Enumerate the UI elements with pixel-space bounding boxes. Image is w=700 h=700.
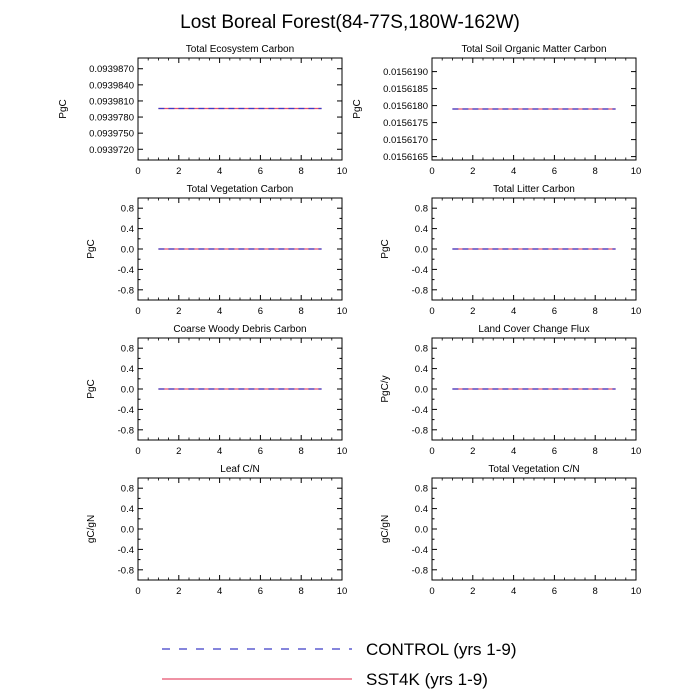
x-tick-label: 10 [336, 586, 348, 597]
y-tick-label: -0.8 [411, 565, 428, 577]
y-tick-label: -0.4 [411, 404, 428, 416]
x-tick-label: 8 [298, 446, 304, 457]
x-tick-label: 4 [510, 306, 517, 317]
x-tick-label: 4 [510, 446, 517, 457]
y-tick-label: -0.4 [411, 544, 428, 556]
x-tick-label: 4 [216, 306, 223, 317]
x-tick-label: 10 [630, 166, 642, 177]
y-tick-label: 0.0156180 [383, 101, 428, 113]
x-tick-label: 8 [592, 306, 598, 317]
x-tick-label: 10 [336, 166, 348, 177]
legend-label-sst4k: SST4K (yrs 1-9) [366, 670, 488, 689]
x-tick-label: 2 [176, 446, 182, 457]
y-tick-label: 0.4 [414, 364, 428, 376]
y-tick-label: 0.0 [414, 524, 428, 536]
x-tick-label: 10 [336, 446, 348, 457]
y-tick-label: 0.8 [414, 483, 428, 495]
y-tick-label: 0.8 [414, 343, 428, 355]
y-axis-label: gC/gN [380, 514, 391, 544]
x-tick-label: 10 [630, 586, 642, 597]
y-tick-label: 0.0 [120, 244, 134, 256]
x-tick-label: 6 [551, 166, 558, 177]
x-tick-label: 4 [216, 586, 223, 597]
y-axis-label: PgC [352, 99, 363, 119]
plot-frame [432, 478, 636, 580]
panel-title: Coarse Woody Debris Carbon [173, 324, 307, 335]
x-tick-label: 10 [630, 446, 642, 457]
y-tick-label: -0.8 [117, 285, 134, 297]
y-tick-label: 0.8 [120, 483, 134, 495]
x-tick-label: 8 [592, 446, 598, 457]
y-axis-label: PgC [86, 239, 97, 259]
x-tick-label: 0 [429, 306, 435, 317]
y-tick-label: 0.8 [120, 343, 134, 355]
y-tick-label: 0.4 [414, 224, 428, 236]
panel-4 [380, 184, 641, 317]
x-tick-label: 0 [135, 166, 141, 177]
y-tick-label: 0.0156185 [383, 84, 428, 96]
x-tick-label: 8 [298, 166, 304, 177]
y-tick-label: 0.0156175 [383, 118, 428, 130]
x-tick-label: 6 [257, 306, 264, 317]
y-tick-label: -0.4 [117, 264, 134, 276]
x-tick-label: 0 [429, 166, 435, 177]
y-axis-label: PgC [58, 99, 69, 119]
y-tick-label: 0.0 [120, 524, 134, 536]
panel-title: Total Litter Carbon [493, 184, 575, 195]
y-tick-label: 0.0156190 [383, 67, 428, 79]
x-tick-label: 6 [551, 586, 558, 597]
x-tick-label: 6 [257, 166, 264, 177]
panels [58, 44, 641, 597]
x-tick-label: 0 [135, 446, 141, 457]
x-tick-label: 8 [298, 586, 304, 597]
y-tick-label: 0.0 [414, 244, 428, 256]
y-tick-label: 0.0939840 [89, 80, 134, 92]
x-tick-label: 6 [551, 446, 558, 457]
x-tick-label: 6 [257, 446, 264, 457]
panel-1 [58, 44, 347, 177]
y-tick-label: -0.8 [117, 565, 134, 577]
panel-title: Leaf C/N [220, 464, 260, 475]
x-tick-label: 4 [510, 166, 517, 177]
y-tick-label: -0.4 [411, 264, 428, 276]
y-tick-label: 0.8 [120, 203, 134, 215]
x-tick-label: 0 [135, 586, 141, 597]
panel-title: Total Soil Organic Matter Carbon [461, 44, 607, 55]
x-tick-label: 0 [429, 586, 435, 597]
x-tick-label: 2 [470, 166, 476, 177]
panel-title: Land Cover Change Flux [478, 324, 590, 335]
y-tick-label: 0.4 [414, 504, 428, 516]
legend-label-control: CONTROL (yrs 1-9) [366, 640, 517, 659]
x-tick-label: 2 [176, 166, 182, 177]
y-tick-label: 0.0156170 [383, 135, 428, 147]
x-tick-label: 4 [510, 586, 517, 597]
x-tick-label: 10 [336, 306, 348, 317]
x-tick-label: 6 [257, 586, 264, 597]
legend [162, 640, 517, 689]
y-tick-label: -0.4 [117, 404, 134, 416]
x-tick-label: 2 [470, 446, 476, 457]
panel-7 [86, 464, 347, 597]
panel-title: Total Vegetation C/N [488, 464, 580, 475]
x-tick-label: 2 [470, 306, 476, 317]
panel-title: Total Vegetation Carbon [186, 184, 294, 195]
x-tick-label: 2 [470, 586, 476, 597]
x-tick-label: 6 [551, 306, 558, 317]
y-tick-label: -0.8 [117, 425, 134, 437]
x-tick-label: 8 [592, 586, 598, 597]
y-tick-label: 0.4 [120, 224, 134, 236]
y-tick-label: 0.0939870 [89, 64, 134, 76]
y-tick-label: 0.8 [414, 203, 428, 215]
y-tick-label: 0.0939750 [89, 128, 134, 140]
y-tick-label: 0.4 [120, 504, 134, 516]
x-tick-label: 0 [429, 446, 435, 457]
y-axis-label: PgC [86, 379, 97, 399]
x-tick-label: 8 [592, 166, 598, 177]
y-tick-label: 0.0939810 [89, 96, 134, 108]
y-tick-label: -0.4 [117, 544, 134, 556]
y-tick-label: 0.0 [120, 384, 134, 396]
y-tick-label: -0.8 [411, 285, 428, 297]
panel-8 [380, 464, 641, 597]
x-tick-label: 10 [630, 306, 642, 317]
y-axis-label: gC/gN [86, 514, 97, 544]
x-tick-label: 2 [176, 306, 182, 317]
figure-title: Lost Boreal Forest(84-77S,180W-162W) [180, 12, 520, 33]
panel-3 [86, 184, 347, 317]
y-axis-label: PgC [380, 239, 391, 259]
plot-frame [138, 478, 342, 580]
y-axis-label: PgC/y [380, 375, 391, 403]
y-tick-label: 0.4 [120, 364, 134, 376]
y-tick-label: 0.0939780 [89, 112, 134, 124]
x-tick-label: 4 [216, 166, 223, 177]
x-tick-label: 2 [176, 586, 182, 597]
panel-6 [380, 324, 641, 457]
y-tick-label: 0.0156165 [383, 152, 428, 164]
y-tick-label: 0.0939720 [89, 144, 134, 156]
x-tick-label: 8 [298, 306, 304, 317]
y-tick-label: 0.0 [414, 384, 428, 396]
panel-title: Total Ecosystem Carbon [185, 44, 295, 55]
x-tick-label: 0 [135, 306, 141, 317]
panel-5 [86, 324, 347, 457]
x-tick-label: 4 [216, 446, 223, 457]
panel-2 [352, 44, 641, 177]
y-tick-label: -0.8 [411, 425, 428, 437]
